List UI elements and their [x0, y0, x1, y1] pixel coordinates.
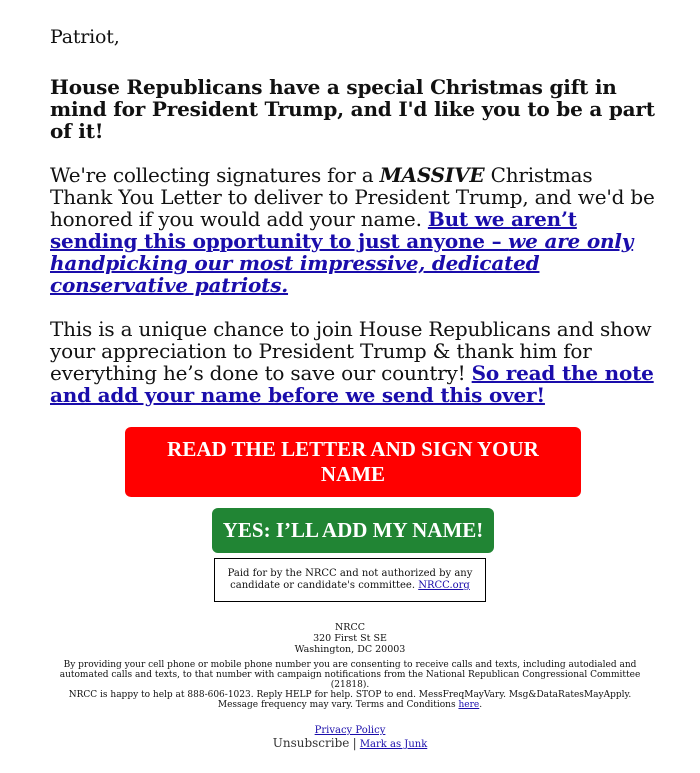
separator: |	[352, 736, 357, 750]
greeting: Patriot,	[50, 26, 120, 48]
terms-link[interactable]: here	[458, 700, 480, 710]
nrcc-link[interactable]: NRCC.org	[418, 580, 470, 591]
paragraph-two	[50, 318, 656, 406]
consent-text: By providing your cell phone or mobile phone number you are consenting to receive calls and texts, including autodialed and automated calls and texts, to that number with campaign notifications from the National Republican Congressional Committee (21818).	[59, 660, 641, 690]
button-row-yes	[50, 497, 656, 553]
paragraph-one	[50, 164, 656, 296]
add-name-button[interactable]: YES: I’LL ADD MY NAME!	[212, 508, 495, 553]
link-part-a: But we aren’t sending this opportunity to just anyone –	[50, 207, 577, 253]
help-text	[48, 690, 652, 710]
button-row-read	[50, 416, 656, 497]
street-address: 320 First St SE	[313, 633, 387, 644]
org-name: NRCC	[334, 622, 365, 633]
privacy-policy-link[interactable]: Privacy Policy	[314, 725, 386, 736]
city-address: Washington, DC 20003	[294, 644, 406, 655]
p1-pre: We're collecting signatures for a	[50, 163, 380, 187]
paid-for-disclaimer	[214, 558, 486, 602]
disclaimer-text: Paid for by the NRCC and not authorized by any candidate or candidate's committee.	[227, 568, 473, 591]
read-letter-button[interactable]: READ THE LETTER AND SIGN YOUR NAME	[125, 427, 581, 497]
link-part-b: we are only handpicking our most impressive, dedicated conservative patriots.	[50, 229, 634, 297]
read-note-link[interactable]: So read the note and add your name before we send this over!	[50, 361, 654, 407]
mark-as-junk-link[interactable]: Mark as Junk	[359, 739, 428, 750]
address-block	[48, 622, 652, 655]
footer-links	[48, 725, 652, 751]
p2-pre: This is a unique chance to join House Republicans and show your appreciation to President Trump & thank him for everything he’s done to save our country!	[50, 317, 652, 385]
lead-paragraph: House Republicans have a special Christmas gift in mind for President Trump, and I'd like you to be a part of it!	[50, 75, 655, 143]
massive-word: MASSIVE	[379, 163, 485, 187]
email-body	[50, 26, 656, 553]
help-pre: NRCC is happy to help at 888-606-1023. Reply HELP for help. STOP to end. MessFreqMayVary. Msg&DataRatesMayApply. Message frequency may vary. Terms and Conditions	[68, 690, 632, 710]
p1-mid: Christmas Thank You Letter to deliver to President Trump, and we'd be honored if you would add your name.	[50, 163, 655, 231]
help-post: .	[479, 700, 483, 710]
unsubscribe-link[interactable]: Unsubscribe	[272, 736, 350, 750]
